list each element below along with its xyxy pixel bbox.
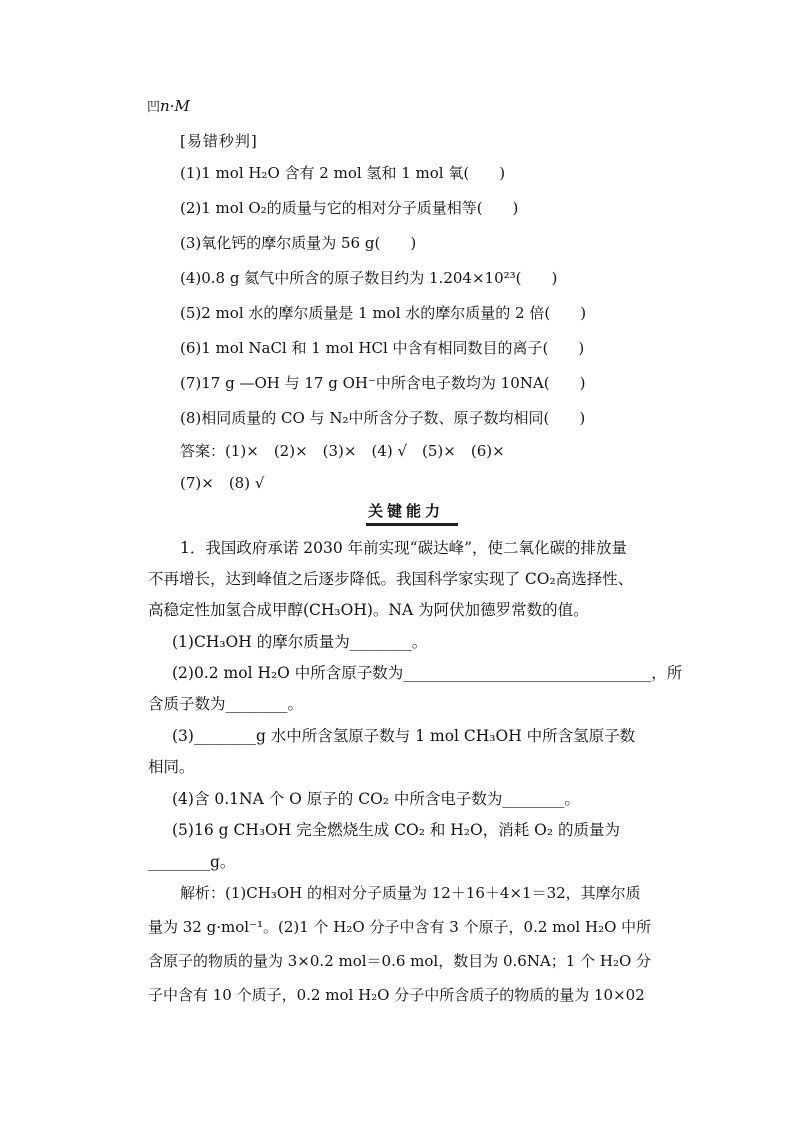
top-fragment-text: n·M bbox=[160, 97, 190, 115]
analysis-line-1: 解析：(1)CH₃OH 的相对分子质量为 12＋16＋4×1＝32，其摩尔质 bbox=[180, 884, 641, 902]
drill-item-6: (6)1 mol NaCl 和 1 mol HCl 中含有相同数目的离子( ) bbox=[180, 339, 585, 357]
drill-header: [易错秒判] bbox=[180, 132, 258, 150]
top-fragment bbox=[147, 96, 190, 118]
problem-intro-line-3: 高稳定性加氢合成甲醇(CH₃OH)。NA 为阿伏加德罗常数的值。 bbox=[148, 601, 589, 619]
question-5-line-2: ________g。 bbox=[148, 853, 236, 871]
drill-item-2: (2)1 mol O₂的质量与它的相对分子质量相等( ) bbox=[180, 199, 519, 217]
analysis-line-4: 子中含有 10 个质子，0.2 mol H₂O 分子中所含质子的物质的量为 10×02 bbox=[148, 986, 645, 1004]
analysis-line-3: 含原子的物质的量为 3×0.2 mol＝0.6 mol，数目为 0.6NA；1 个 H₂O 分 bbox=[148, 952, 652, 970]
section-title: 关键能力 bbox=[368, 502, 445, 520]
fragment-mark-icon: 凹 bbox=[147, 100, 161, 115]
question-2-line-1: (2)0.2 mol H₂O 中所含原子数为________________________________，所 bbox=[172, 664, 683, 682]
question-1: (1)CH₃OH 的摩尔质量为________。 bbox=[172, 633, 428, 651]
problem-intro-line-2: 不再增长，达到峰值之后逐步降低。我国科学家实现了 CO₂高选择性、 bbox=[148, 570, 634, 588]
drill-item-1: (1)1 mol H₂O 含有 2 mol 氢和 1 mol 氧( ) bbox=[180, 164, 506, 182]
answer-line-2: (7)× (8) √ bbox=[180, 474, 265, 492]
question-5-line-1: (5)16 g CH₃OH 完全燃烧生成 CO₂ 和 H₂O，消耗 O₂ 的质量为 bbox=[172, 821, 620, 839]
drill-item-7: (7)17 g —OH 与 17 g OH⁻中所含电子数均为 10NA( ) bbox=[180, 374, 586, 392]
drill-item-8: (8)相同质量的 CO 与 N₂中所含分子数、原子数均相同( ) bbox=[180, 409, 586, 427]
drill-item-5: (5)2 mol 水的摩尔质量是 1 mol 水的摩尔质量的 2 倍( ) bbox=[180, 304, 587, 322]
drill-item-4: (4)0.8 g 氦气中所含的原子数目约为 1.204×10²³( ) bbox=[180, 269, 558, 287]
section-title-underline bbox=[366, 523, 458, 526]
analysis-line-2: 量为 32 g·mol⁻¹。(2)1 个 H₂O 分子中含有 3 个原子，0.2 mol H₂O 中所 bbox=[148, 918, 652, 936]
drill-item-3: (3)氧化钙的摩尔质量为 56 g( ) bbox=[180, 234, 417, 252]
problem-intro-line-1: 1．我国政府承诺 2030 年前实现“碳达峰”，使二氧化碳的排放量 bbox=[180, 539, 628, 557]
question-4: (4)含 0.1NA 个 O 原子的 CO₂ 中所含电子数为________。 bbox=[172, 790, 580, 808]
answer-line-1: 答案：(1)× (2)× (3)× (4) √ (5)× (6)× bbox=[180, 442, 505, 460]
question-3-line-2: 相同。 bbox=[148, 758, 195, 776]
question-2-line-2: 含质子数为________。 bbox=[148, 695, 304, 713]
question-3-line-1: (3)________g 水中所含氢原子数与 1 mol CH₃OH 中所含氢原子数 bbox=[172, 727, 636, 745]
